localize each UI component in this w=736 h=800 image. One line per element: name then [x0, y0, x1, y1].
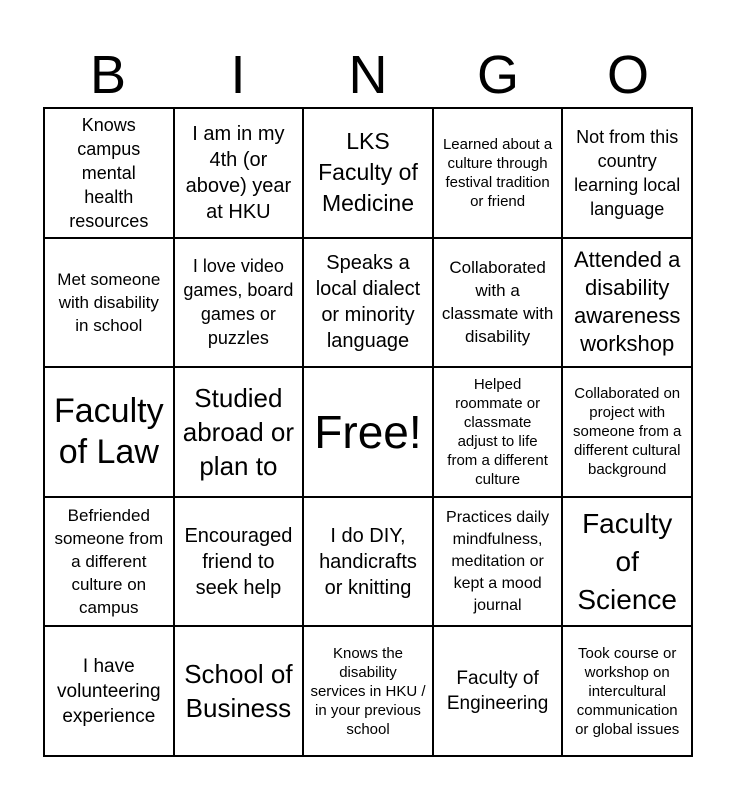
- bingo-cell-i5[interactable]: [174, 626, 304, 756]
- header-letter-i: I: [230, 45, 246, 105]
- bingo-cell-text: LKS Faculty of Medicine: [318, 128, 418, 217]
- bingo-cell-text: Knows campus mental health resources: [69, 114, 149, 231]
- bingo-cell-free[interactable]: [303, 367, 433, 497]
- bingo-cell-text: Encouraged friend to seek help: [184, 524, 293, 599]
- bingo-cell-g1[interactable]: [433, 108, 563, 238]
- bingo-cell-n5[interactable]: [303, 626, 433, 756]
- bingo-cell-i4[interactable]: [174, 497, 304, 627]
- bingo-cell-n1[interactable]: [303, 108, 433, 238]
- bingo-cell-o3[interactable]: [562, 367, 692, 497]
- bingo-cell-i2[interactable]: [174, 238, 304, 368]
- bingo-cell-text: I have volunteering experience: [57, 655, 161, 727]
- bingo-cell-b4[interactable]: [44, 497, 174, 627]
- bingo-cell-b2[interactable]: [44, 238, 174, 368]
- header-letter-o: O: [606, 45, 649, 105]
- bingo-cell-o5[interactable]: [562, 626, 692, 756]
- bingo-cell-text: Faculty of Science: [577, 507, 677, 615]
- bingo-cell-o2[interactable]: [562, 238, 692, 368]
- header-letter-b: B: [89, 45, 127, 105]
- bingo-cell-text: I am in my 4th (or above) year at HKU: [185, 122, 292, 223]
- bingo-cell-text: Knows the disability services in HKU / in your previous school: [310, 644, 426, 738]
- bingo-cell-n2[interactable]: [303, 238, 433, 368]
- bingo-cell-o1[interactable]: [562, 108, 692, 238]
- bingo-cell-text: Learned about a culture through festival tradition or friend: [442, 135, 553, 210]
- bingo-cell-text: Faculty of Law: [54, 391, 164, 471]
- bingo-cell-text: Free!: [314, 405, 422, 458]
- bingo-cell-text: Took course or workshop on intercultural communication or global issues: [575, 644, 680, 738]
- header-letter-g: G: [476, 45, 519, 105]
- bingo-cell-b3[interactable]: [44, 367, 174, 497]
- bingo-cell-text: School of Business: [184, 659, 293, 724]
- bingo-cell-text: Met someone with disability in school: [57, 269, 161, 335]
- bingo-cell-text: Helped roommate or classmate adjust to life from a different culture: [447, 375, 548, 488]
- bingo-cell-g5[interactable]: [433, 626, 563, 756]
- bingo-cell-text: Not from this country learning local language: [574, 126, 681, 219]
- bingo-cell-text: Faculty of Engineering: [446, 668, 549, 715]
- bingo-card: [43, 107, 693, 757]
- bingo-cell-text: I love video games, board games or puzzles: [183, 256, 294, 349]
- bingo-cell-i1[interactable]: [174, 108, 304, 238]
- bingo-cell-b5[interactable]: [44, 626, 174, 756]
- bingo-cell-text: Practices daily mindfulness, meditation or kept a mood journal: [446, 508, 550, 614]
- bingo-cell-g4[interactable]: [433, 497, 563, 627]
- bingo-cell-g2[interactable]: [433, 238, 563, 368]
- bingo-cell-text: Collaborated with a classmate with disability: [441, 258, 554, 347]
- bingo-cell-i3[interactable]: [174, 367, 304, 497]
- bingo-cell-text: Collaborated on project with someone from a different cultural background: [573, 385, 682, 479]
- bingo-cell-text: I do DIY, handicrafts or knitting: [319, 524, 417, 599]
- bingo-cell-text: Studied abroad or plan to: [182, 382, 295, 481]
- bingo-cell-b1[interactable]: [44, 108, 174, 238]
- bingo-cell-text: Attended a disability awareness workshop: [573, 247, 681, 357]
- header-letter-n: N: [348, 45, 388, 105]
- bingo-header: [43, 42, 693, 108]
- bingo-cell-g3[interactable]: [433, 367, 563, 497]
- bingo-cell-n4[interactable]: [303, 497, 433, 627]
- bingo-cell-o4[interactable]: [562, 497, 692, 627]
- bingo-cell-text: Befriended someone from a different culture on campus: [54, 506, 164, 618]
- bingo-cell-text: Speaks a local dialect or minority language: [315, 252, 421, 353]
